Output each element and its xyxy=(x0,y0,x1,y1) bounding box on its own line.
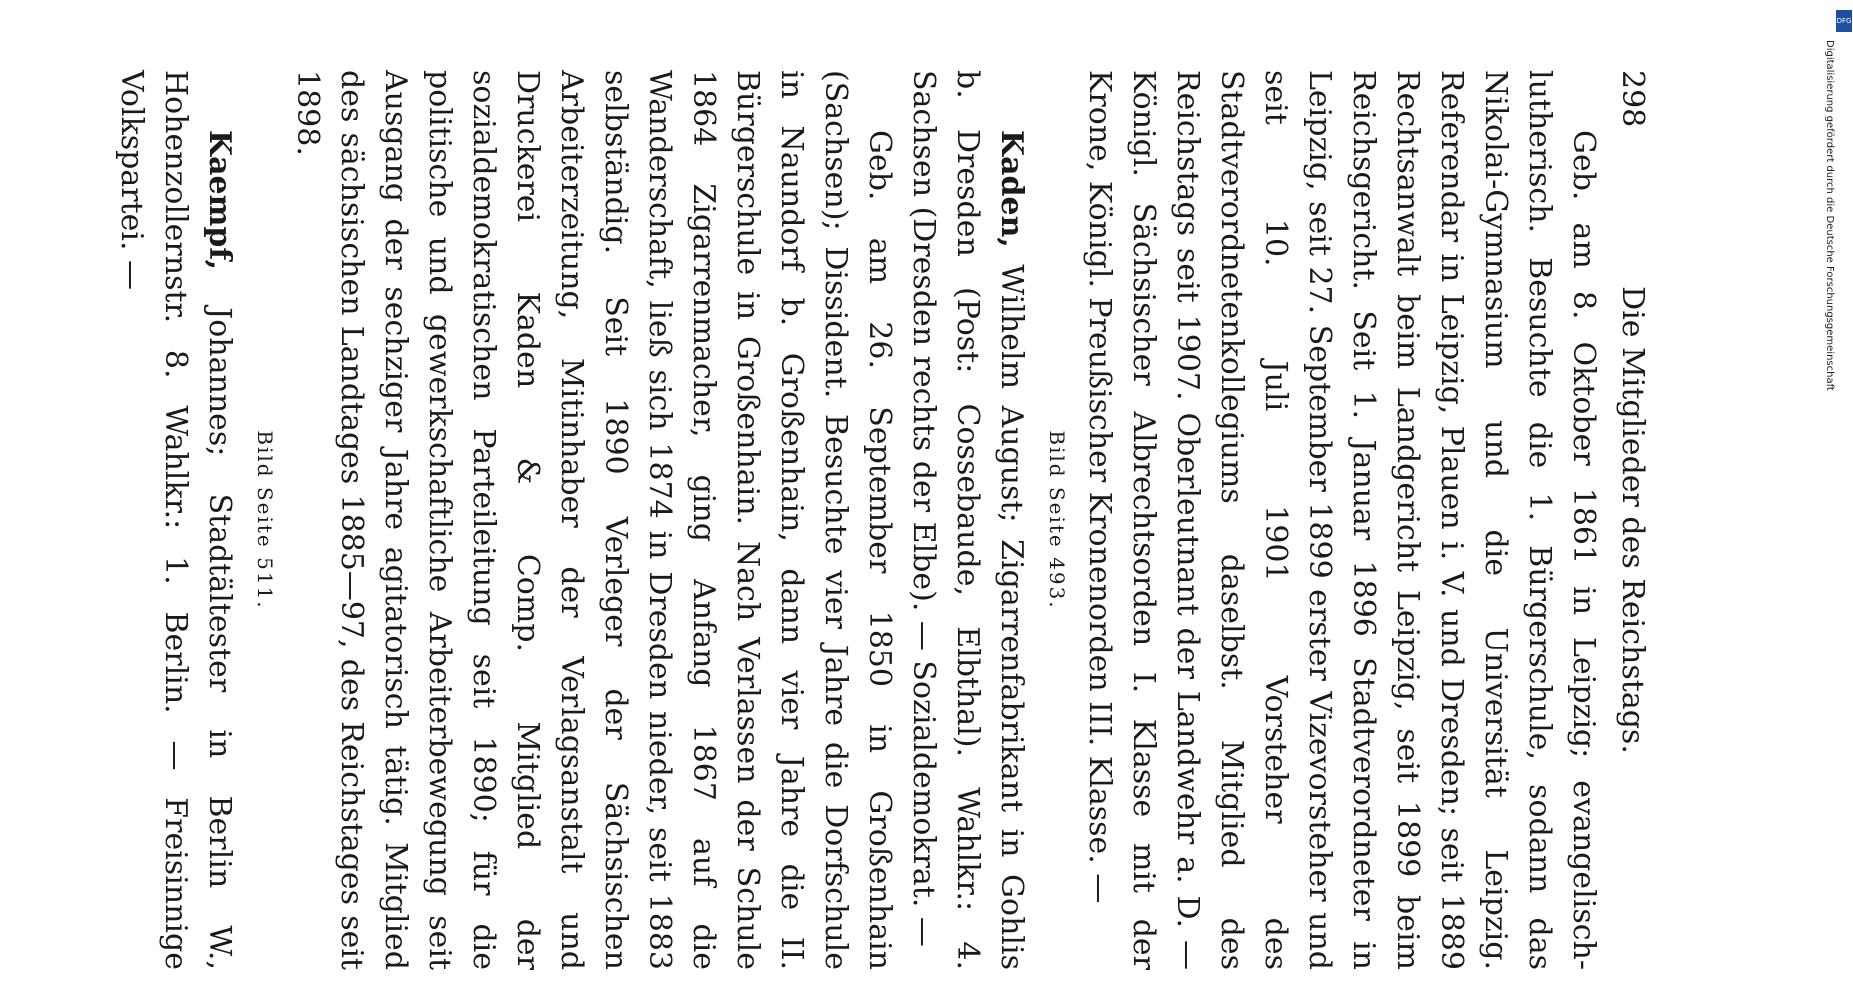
entry-heading xyxy=(901,70,1033,970)
entry-paragraph: Geb. am 26. September 1850 in Großenhain (Sachsen); Dissident. Besuchte vier Jahre die Dorfschule in Naundorf b. Großenhain, dann vier Jahre die II. Bürgerschule in Großenhain. Nach Verlassen der Schule 1864 Zigarrenmacher, ging Anfang 1867 auf die Wanderschaft, ließ sich 1874 in Dresden nieder, seit 1883 selbständig. Seit 1890 Verleger der Sächsischen Arbeiterzeitung, Mitinhaber der Verlagsanstalt und Druckerei Kaden & Comp. Mitglied der sozialdemokratischen Parteileitung seit 1890; für die politische und gewerkschaftliche Arbeiterbewegung seit Ausgang der sechziger Jahre agitatorisch tätig. Mitglied des sächsischen Landtages 1885—97, des Reichstages seit 1898. xyxy=(290,70,897,970)
running-title: Die Mitglieder des Reichstags. xyxy=(1615,286,1650,754)
document-page xyxy=(114,70,1650,970)
member-name: Kaempf, xyxy=(202,130,237,271)
page-body xyxy=(109,70,1605,970)
page-header xyxy=(1610,70,1650,970)
member-intro: Wilhelm August; Zigarrenfabrikant in Gohlis b. Dresden (Post: Cossebaude, Elbthal). Wahlkr.: 4. Sachsen (Dresden rechts der Elbe). — Sozialdemokrat. — xyxy=(906,70,1029,970)
image-caption: Bild Seite 493. xyxy=(1045,430,1069,610)
image-caption: Bild Seite 511. xyxy=(253,430,277,610)
dfg-logo: DFG xyxy=(1836,10,1852,32)
page-number: 298 xyxy=(1615,70,1650,128)
entry-heading xyxy=(109,70,241,970)
entry-paragraph: Geb. am 8. Oktober 1861 in Leipzig; evangelisch-lutherisch. Besuchte die 1. Bürgerschule, sodann das Nikolai-Gymnasium und die Universität Leipzig. Referendar in Leipzig, Plauen i. V. und Dresden; seit 1889 Rechtsanwalt beim Landgericht Leipzig, seit 1899 beim Reichsgericht. Seit 1. Januar 1896 Stadtverordneter in Leipzig, seit 27. September 1899 erster Vizevorsteher und seit 10. Juli 1901 Vorsteher des Stadtverordnetenkollegiums daselbst. Mitglied des Reichstags seit 1907. Oberleutnant der Landwehr a. D. — Königl. Sächsischer Albrechtsorden I. Klasse mit der Krone, Königl. Preußischer Kronenorden III. Klasse. — xyxy=(1082,70,1601,970)
member-name: Kaden, xyxy=(994,130,1029,248)
funding-note: Digitalisierung gefördert durch die Deutsche Forschungsgemeinschaft xyxy=(1824,40,1835,391)
member-intro: Johannes; Stadtältester in Berlin W., Hohenzollernstr. 8. Wahlkr.: 1. Berlin. — Freisinnige Volkspartei. — xyxy=(114,70,237,970)
